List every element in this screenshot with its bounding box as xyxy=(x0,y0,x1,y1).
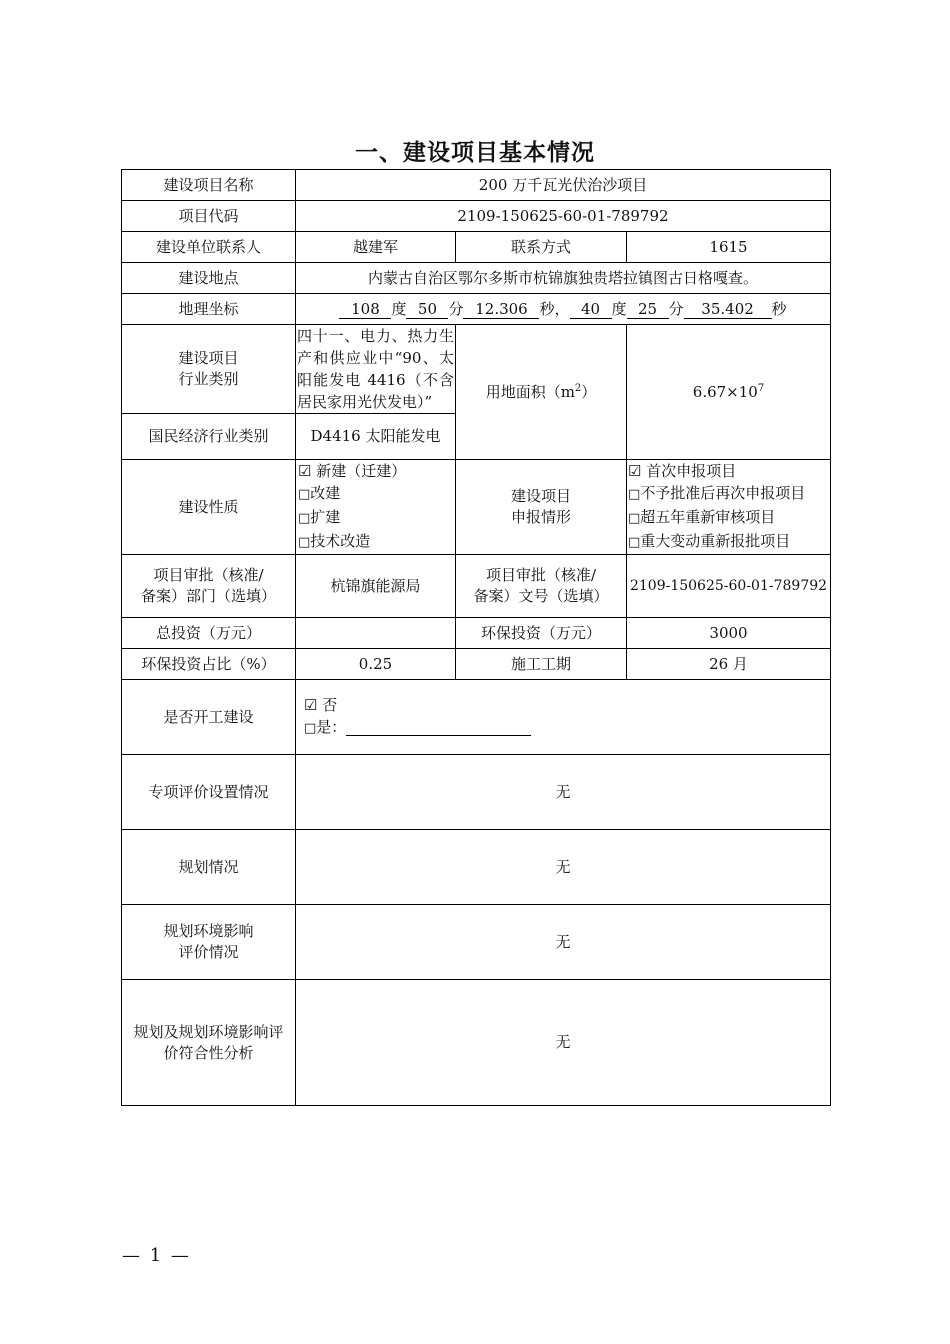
land-area-value-text: 6.67×10 xyxy=(692,382,758,401)
env-investment-label: 环保投资（万元） xyxy=(456,618,627,649)
period-value: 26 月 xyxy=(627,649,831,680)
checked-box-icon: ☑ xyxy=(628,462,642,480)
option-label: 重大变动重新报批项目 xyxy=(640,532,791,550)
land-area-value xyxy=(627,325,831,460)
option-not-started[interactable] xyxy=(304,694,828,716)
table-row xyxy=(122,649,831,680)
option-label: 是： xyxy=(316,718,347,736)
approval-doc-label xyxy=(456,555,627,618)
project-code-value: 2109-150625-60-01-789792 xyxy=(296,201,831,232)
deg-unit: 度 xyxy=(391,299,407,318)
declare-options xyxy=(627,460,831,555)
industry-label xyxy=(122,325,296,414)
option-redeclare[interactable] xyxy=(628,482,828,506)
table-row xyxy=(122,980,831,1106)
option-new[interactable] xyxy=(298,460,453,482)
land-area-label xyxy=(456,325,627,460)
checkbox-icon: □ xyxy=(298,511,311,526)
contact-method-label: 联系方式 xyxy=(456,232,627,263)
env-investment-value: 3000 xyxy=(627,618,831,649)
option-label: 新建（迁建） xyxy=(316,462,407,480)
option-label: 扩建 xyxy=(310,508,341,526)
table-row xyxy=(122,830,831,905)
option-label: 首次申报项目 xyxy=(646,462,737,480)
table-row xyxy=(122,201,831,232)
option-rebuild[interactable] xyxy=(298,482,453,506)
ratio-label: 环保投资占比（%） xyxy=(122,649,296,680)
compliance-value: 无 xyxy=(296,980,831,1106)
checkbox-icon: □ xyxy=(298,535,311,550)
econ-label: 国民经济行业类别 xyxy=(122,414,296,460)
period-label: 施工工期 xyxy=(456,649,627,680)
coords-label: 地理坐标 xyxy=(122,294,296,325)
lat-seconds: 35.402 xyxy=(684,300,772,319)
industry-label-line1: 建设项目 xyxy=(178,349,239,367)
table-row xyxy=(122,905,831,980)
table-row xyxy=(122,294,831,325)
option-tech[interactable] xyxy=(298,530,453,554)
option-first-declare[interactable] xyxy=(628,460,828,482)
checked-box-icon: ☑ xyxy=(298,462,312,480)
special-eval-value: 无 xyxy=(296,755,831,830)
table-row xyxy=(122,325,831,414)
planning-env-label-line1: 规划环境影响 xyxy=(163,922,254,940)
option-major-change[interactable] xyxy=(628,530,828,554)
approval-dept-label-line2: 备案）部门（选填） xyxy=(140,587,276,605)
contact-label: 建设单位联系人 xyxy=(122,232,296,263)
industry-label-line2: 行业类别 xyxy=(178,370,239,388)
approval-doc-label-line2: 备案）文号（选填） xyxy=(473,587,609,605)
started-label: 是否开工建设 xyxy=(122,680,296,755)
contact-method-value: 1615 xyxy=(627,232,831,263)
lat-minutes: 25 xyxy=(627,300,669,319)
econ-value: D4416 太阳能发电 xyxy=(296,414,456,460)
option-label: 超五年重新审核项目 xyxy=(640,508,776,526)
declare-label xyxy=(456,460,627,555)
table-row xyxy=(122,555,831,618)
project-name-value: 200 万千瓦光伏治沙项目 xyxy=(296,170,831,201)
contact-value: 越建军 xyxy=(296,232,456,263)
checkbox-icon: □ xyxy=(628,487,641,502)
nature-label: 建设性质 xyxy=(122,460,296,555)
land-area-label-text: 用地面积（m xyxy=(485,382,575,401)
page-number: — 1 — xyxy=(122,1245,191,1266)
sec-unit: 秒 xyxy=(539,299,555,318)
option-label: 否 xyxy=(322,696,338,714)
lat-degrees: 40 xyxy=(570,300,612,319)
planning-label: 规划情况 xyxy=(122,830,296,905)
table-row xyxy=(122,263,831,294)
approval-dept-value: 杭锦旗能源局 xyxy=(296,555,456,618)
table-row xyxy=(122,618,831,649)
declare-label-line1: 建设项目 xyxy=(510,487,571,505)
checkbox-icon: □ xyxy=(628,535,641,550)
land-area-label-sup: 2 xyxy=(574,382,582,394)
option-label: 改建 xyxy=(310,484,341,502)
nature-options xyxy=(296,460,456,555)
option-label: 不予批准后再次申报项目 xyxy=(640,484,806,502)
location-label: 建设地点 xyxy=(122,263,296,294)
planning-env-label xyxy=(122,905,296,980)
compliance-label-line1: 规划及规划环境影响评 xyxy=(133,1022,284,1041)
checked-box-icon: ☑ xyxy=(304,696,318,714)
land-area-label-end: ） xyxy=(581,382,597,401)
project-info-table xyxy=(121,169,831,1106)
approval-doc-value: 2109-150625-60-01-789792 xyxy=(627,555,831,618)
option-five-years[interactable] xyxy=(628,506,828,530)
project-code-label: 项目代码 xyxy=(122,201,296,232)
min-unit: 分 xyxy=(668,299,684,318)
investment-label: 总投资（万元） xyxy=(122,618,296,649)
planning-env-label-line2: 评价情况 xyxy=(178,943,239,961)
project-name-label: 建设项目名称 xyxy=(122,170,296,201)
option-label: 技术改造 xyxy=(310,532,371,550)
compliance-label xyxy=(122,980,296,1106)
checkbox-icon: □ xyxy=(298,487,311,502)
land-area-value-sup: 7 xyxy=(757,382,765,394)
table-row xyxy=(122,755,831,830)
coords-value xyxy=(296,294,831,325)
table-row xyxy=(122,232,831,263)
declare-label-line2: 申报情形 xyxy=(510,508,571,526)
approval-dept-label xyxy=(122,555,296,618)
fill-in-blank[interactable] xyxy=(346,721,531,736)
table-row xyxy=(122,170,831,201)
started-options xyxy=(296,680,831,755)
sec-unit: 秒 xyxy=(771,299,787,318)
checkbox-icon: □ xyxy=(304,721,317,736)
coord-separator: ， xyxy=(554,299,570,318)
option-expand[interactable] xyxy=(298,506,453,530)
table-row xyxy=(122,680,831,755)
lon-degrees: 108 xyxy=(339,300,391,319)
planning-env-value: 无 xyxy=(296,905,831,980)
approval-dept-label-line1: 项目审批（核准/ xyxy=(153,566,264,584)
lon-minutes: 50 xyxy=(406,300,448,319)
compliance-label-line2: 价符合性分析 xyxy=(163,1043,254,1062)
page-title: 一、建设项目基本情况 xyxy=(355,140,595,166)
special-eval-label: 专项评价设置情况 xyxy=(122,755,296,830)
industry-value: 四十一、电力、热力生产和供应业中“90、太阳能发电 4416（不含居民家用光伏发电）” xyxy=(296,325,456,414)
planning-value: 无 xyxy=(296,830,831,905)
ratio-value: 0.25 xyxy=(296,649,456,680)
checkbox-icon: □ xyxy=(628,511,641,526)
deg-unit: 度 xyxy=(611,299,627,318)
option-started[interactable] xyxy=(304,716,828,740)
investment-value xyxy=(296,618,456,649)
lon-seconds: 12.306 xyxy=(463,300,539,319)
approval-doc-label-line1: 项目审批（核准/ xyxy=(485,566,597,584)
table-row xyxy=(122,460,831,555)
location-value: 内蒙古自治区鄂尔多斯市杭锦旗独贵塔拉镇图古日格嘎查。 xyxy=(296,263,831,294)
min-unit: 分 xyxy=(448,299,464,318)
